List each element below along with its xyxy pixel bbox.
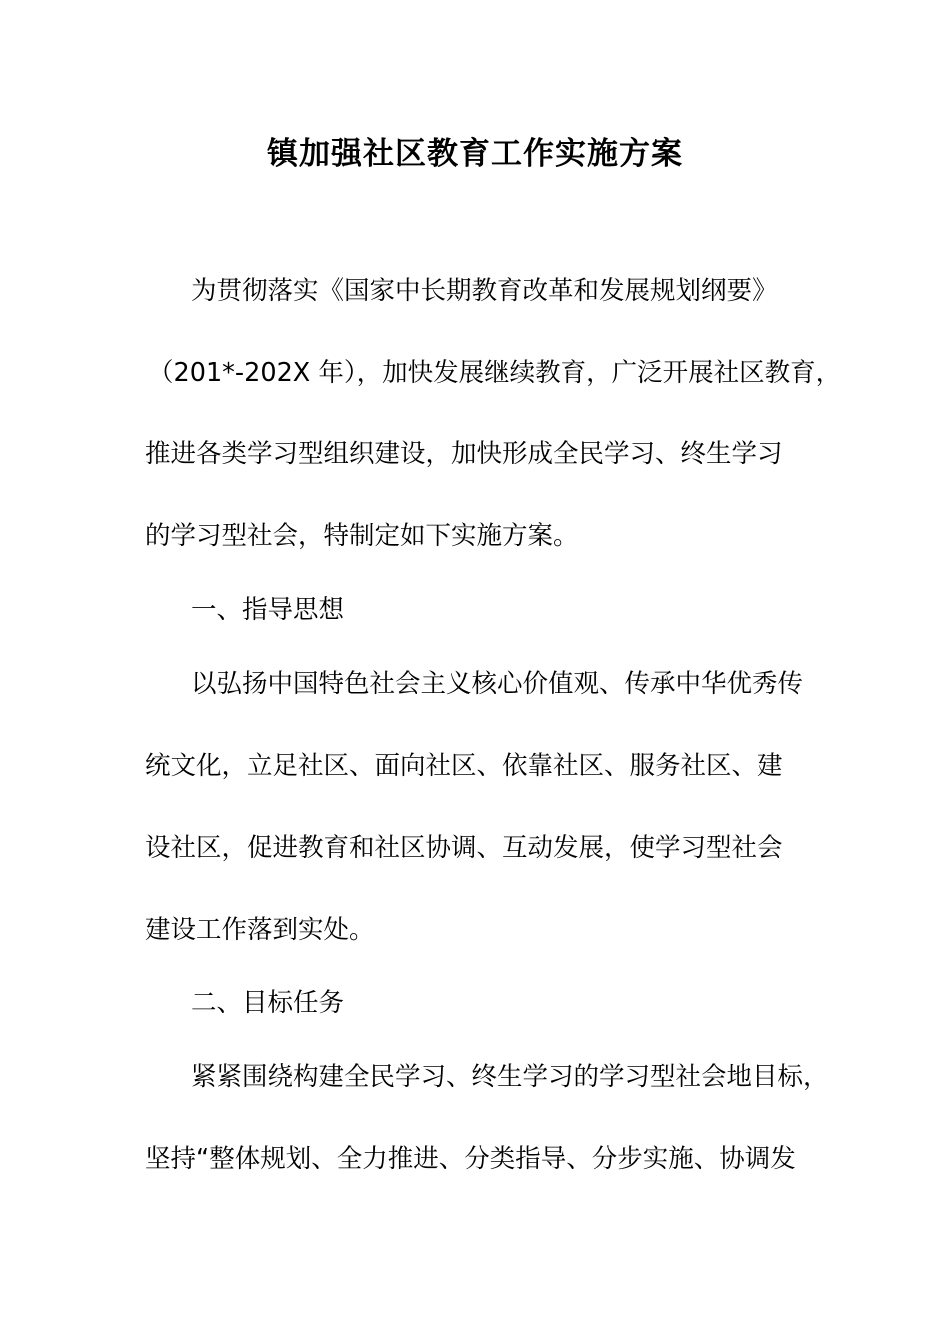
paragraph-line: 紧紧围绕构建全民学习、终生学习的学习型社会地目标， <box>191 1062 829 1092</box>
paragraph-line: 坚持“整体规划、全力推进、分类指导、分步实施、协调发 <box>145 1144 796 1174</box>
section-heading: 一、指导思想 <box>191 595 345 625</box>
paragraph-line: 统文化，立足社区、面向社区、依靠社区、服务社区、建 <box>145 751 783 781</box>
paragraph-line: （201*-202X 年），加快发展继续教育，广泛开展社区教育， <box>148 358 842 388</box>
document-title: 镇加强社区教育工作实施方案 <box>267 136 683 172</box>
paragraph-line: 设社区，促进教育和社区协调、互动发展，使学习型社会 <box>145 833 783 863</box>
paragraph-line: 推进各类学习型组织建设，加快形成全民学习、终生学习 <box>145 439 783 469</box>
paragraph-line: 的学习型社会，特制定如下实施方案。 <box>145 521 579 551</box>
paragraph-line: 为贯彻落实《国家中长期教育改革和发展规划纲要》 <box>191 276 778 306</box>
section-heading: 二、目标任务 <box>191 988 345 1018</box>
paragraph-line: 建设工作落到实处。 <box>145 915 375 945</box>
paragraph-line: 以弘扬中国特色社会主义核心价值观、传承中华优秀传 <box>191 669 804 699</box>
